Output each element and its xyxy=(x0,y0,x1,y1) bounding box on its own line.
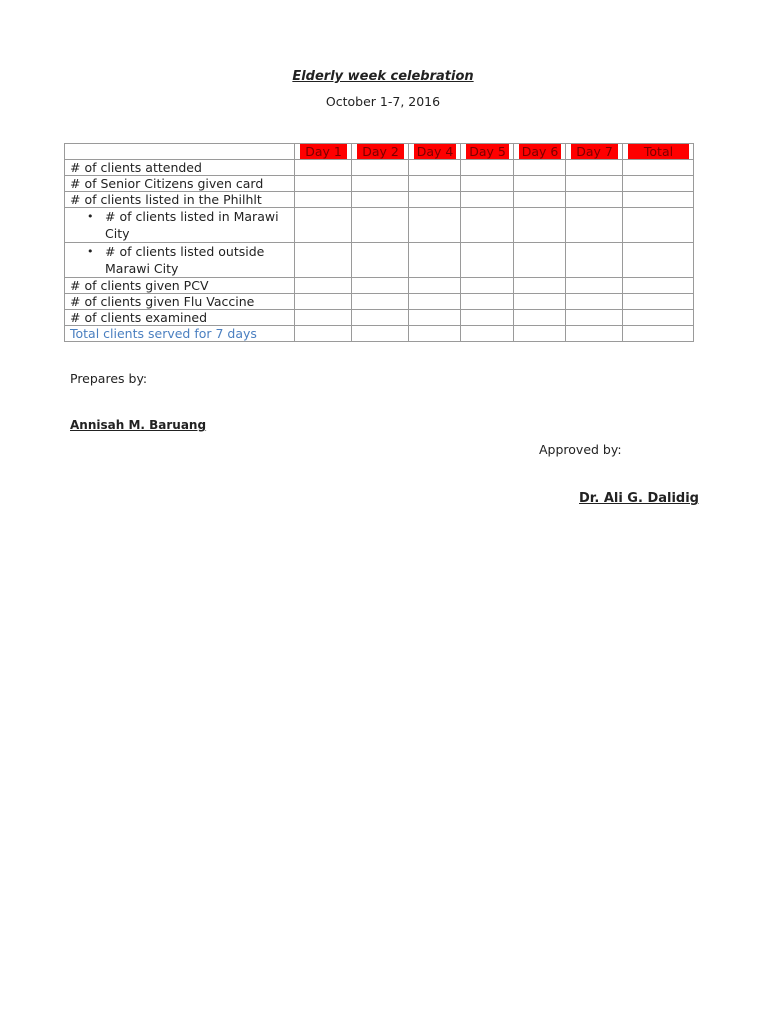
empty-cell xyxy=(623,278,694,294)
document-title: Elderly week celebration xyxy=(292,69,474,84)
row-label: # of clients listed in the Philhlt xyxy=(65,192,295,208)
table-row xyxy=(65,160,694,176)
empty-cell xyxy=(295,243,352,278)
header-cell-day-4 xyxy=(409,144,461,160)
empty-cell xyxy=(352,243,409,278)
preparer-name: Annisah M. Baruang xyxy=(70,418,207,432)
table-row xyxy=(65,192,694,208)
table-row xyxy=(65,208,694,243)
row-label: # of clients given PCV xyxy=(65,278,295,294)
header-cell-blank xyxy=(65,144,295,160)
empty-cell xyxy=(352,160,409,176)
empty-cell xyxy=(623,310,694,326)
empty-cell xyxy=(623,160,694,176)
empty-cell xyxy=(409,192,461,208)
empty-cell xyxy=(514,326,566,342)
empty-cell xyxy=(409,243,461,278)
empty-cell xyxy=(566,160,623,176)
row-label: # of clients listed in Marawi City xyxy=(105,209,279,241)
table-row xyxy=(65,243,694,278)
header-label: Day 7 xyxy=(571,144,618,159)
header-cell-day-5 xyxy=(461,144,514,160)
empty-cell xyxy=(409,294,461,310)
empty-cell xyxy=(514,160,566,176)
empty-cell xyxy=(461,192,514,208)
empty-cell xyxy=(623,326,694,342)
empty-cell xyxy=(461,326,514,342)
empty-cell xyxy=(623,192,694,208)
empty-cell xyxy=(566,278,623,294)
empty-cell xyxy=(566,192,623,208)
report-table xyxy=(64,143,694,342)
table-total-row xyxy=(65,326,694,342)
row-label: # of clients given Flu Vaccine xyxy=(65,294,295,310)
empty-cell xyxy=(514,208,566,243)
empty-cell xyxy=(566,176,623,192)
empty-cell xyxy=(352,294,409,310)
header-label: Total xyxy=(628,144,689,159)
table-row xyxy=(65,176,694,192)
table-header-row xyxy=(65,144,694,160)
header-label: Day 6 xyxy=(519,144,561,159)
empty-cell xyxy=(352,278,409,294)
empty-cell xyxy=(514,192,566,208)
empty-cell xyxy=(566,326,623,342)
empty-cell xyxy=(409,326,461,342)
empty-cell xyxy=(352,192,409,208)
empty-cell xyxy=(295,310,352,326)
empty-cell xyxy=(566,208,623,243)
approved-by-label: Approved by: xyxy=(539,442,622,457)
empty-cell xyxy=(461,176,514,192)
empty-cell xyxy=(295,326,352,342)
header-cell-day-7 xyxy=(566,144,623,160)
empty-cell xyxy=(409,310,461,326)
empty-cell xyxy=(566,294,623,310)
empty-cell xyxy=(461,278,514,294)
empty-cell xyxy=(295,294,352,310)
table-row xyxy=(65,310,694,326)
bullet-icon: • xyxy=(87,245,94,258)
empty-cell xyxy=(352,310,409,326)
empty-cell xyxy=(514,278,566,294)
empty-cell xyxy=(623,294,694,310)
header-label: Day 2 xyxy=(357,144,404,159)
table-row xyxy=(65,278,694,294)
document-date: October 1-7, 2016 xyxy=(325,94,441,109)
empty-cell xyxy=(352,176,409,192)
empty-cell xyxy=(352,208,409,243)
row-label: # of Senior Citizens given card xyxy=(65,176,295,192)
empty-cell xyxy=(566,243,623,278)
empty-cell xyxy=(295,208,352,243)
total-row-label: Total clients served for 7 days xyxy=(65,326,295,342)
empty-cell xyxy=(566,310,623,326)
empty-cell xyxy=(623,176,694,192)
header-label: Day 1 xyxy=(300,144,347,159)
row-label: # of clients examined xyxy=(65,310,295,326)
empty-cell xyxy=(409,176,461,192)
empty-cell xyxy=(623,243,694,278)
empty-cell xyxy=(461,310,514,326)
empty-cell xyxy=(514,294,566,310)
empty-cell xyxy=(409,160,461,176)
row-label: # of clients attended xyxy=(65,160,295,176)
row-label-bulleted xyxy=(65,208,295,243)
empty-cell xyxy=(514,310,566,326)
empty-cell xyxy=(352,326,409,342)
header-cell-day-6 xyxy=(514,144,566,160)
empty-cell xyxy=(295,160,352,176)
table-row xyxy=(65,294,694,310)
empty-cell xyxy=(409,208,461,243)
empty-cell xyxy=(409,278,461,294)
empty-cell xyxy=(514,176,566,192)
prepared-by-label: Prepares by: xyxy=(70,371,148,386)
empty-cell xyxy=(514,243,566,278)
empty-cell xyxy=(461,243,514,278)
header-label: Day 5 xyxy=(466,144,509,159)
header-label: Day 4 xyxy=(414,144,456,159)
header-cell-day-1 xyxy=(295,144,352,160)
bullet-icon: • xyxy=(87,210,94,223)
header-cell-day-2 xyxy=(352,144,409,160)
empty-cell xyxy=(461,160,514,176)
empty-cell xyxy=(295,192,352,208)
empty-cell xyxy=(461,294,514,310)
empty-cell xyxy=(295,278,352,294)
row-label-bulleted xyxy=(65,243,295,278)
empty-cell xyxy=(623,208,694,243)
header-cell-total xyxy=(623,144,694,160)
row-label: # of clients listed outside Marawi City xyxy=(105,244,265,276)
empty-cell xyxy=(295,176,352,192)
approver-name: Dr. Ali G. Dalidig xyxy=(579,491,699,506)
empty-cell xyxy=(461,208,514,243)
